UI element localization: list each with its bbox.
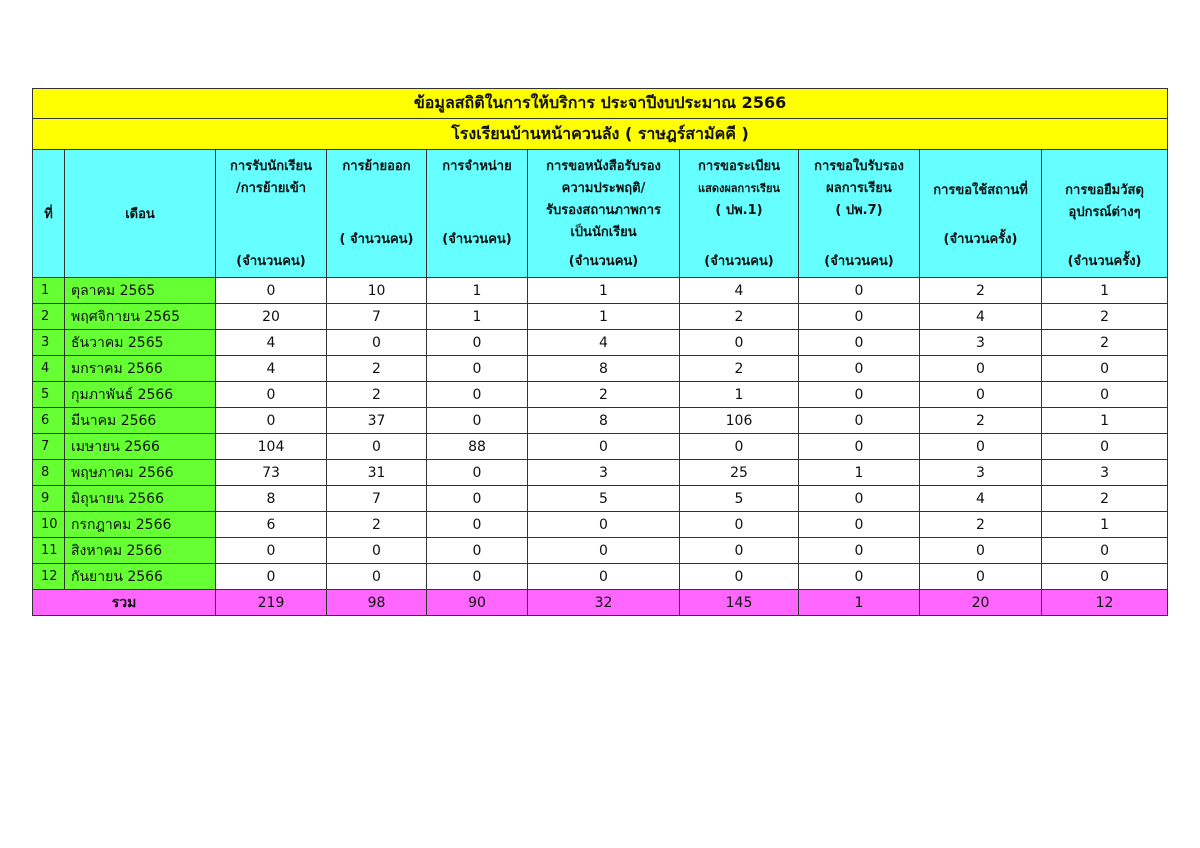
row-value: 0 <box>1042 356 1168 382</box>
row-value: 2 <box>327 512 427 538</box>
row-value: 4 <box>680 278 799 304</box>
row-value: 0 <box>680 512 799 538</box>
row-value: 0 <box>680 564 799 590</box>
row-value: 2 <box>1042 330 1168 356</box>
row-value: 2 <box>680 304 799 330</box>
header-transcript-pp1: การขอระเบียน แสดงผลการเรียน ( ปพ.1) (จำนวนคน) <box>680 150 799 278</box>
row-value: 8 <box>216 486 327 512</box>
row-value: 0 <box>920 356 1042 382</box>
row-value: 106 <box>680 408 799 434</box>
table-row <box>33 434 1168 460</box>
row-value: 0 <box>799 278 920 304</box>
row-value: 4 <box>216 330 327 356</box>
row-month: พฤศจิกายน 2565 <box>65 304 216 330</box>
statistics-table <box>32 88 1168 616</box>
row-value: 8 <box>528 408 680 434</box>
row-value: 1 <box>1042 512 1168 538</box>
header-no: ที่ <box>33 150 65 278</box>
school-name: โรงเรียนบ้านหน้าควนลัง ( ราษฎร์สามัคคี ) <box>33 119 1168 150</box>
row-value: 0 <box>1042 434 1168 460</box>
row-value: 4 <box>920 304 1042 330</box>
row-value: 1 <box>1042 408 1168 434</box>
total-cell: 90 <box>427 590 528 616</box>
row-value: 2 <box>920 512 1042 538</box>
statistics-sheet <box>32 88 1167 616</box>
row-value: 0 <box>799 330 920 356</box>
total-label: รวม <box>33 590 216 616</box>
row-value: 0 <box>799 382 920 408</box>
row-value: 0 <box>1042 564 1168 590</box>
row-value: 0 <box>327 564 427 590</box>
row-number: 1 <box>33 278 65 304</box>
table-row <box>33 330 1168 356</box>
row-value: 0 <box>427 538 528 564</box>
row-value: 0 <box>216 564 327 590</box>
table-row <box>33 460 1168 486</box>
row-value: 0 <box>427 408 528 434</box>
header-certificate-request: การขอหนังสือรับรอง ความประพฤติ/ รับรองสถานภาพการ เป็นนักเรียน (จำนวนคน) <box>528 150 680 278</box>
row-value: 0 <box>528 434 680 460</box>
row-value: 0 <box>920 538 1042 564</box>
row-value: 0 <box>680 330 799 356</box>
row-value: 4 <box>920 486 1042 512</box>
table-row <box>33 304 1168 330</box>
row-value: 0 <box>680 538 799 564</box>
row-number: 2 <box>33 304 65 330</box>
row-month: ตุลาคม 2565 <box>65 278 216 304</box>
row-value: 0 <box>427 564 528 590</box>
row-value: 0 <box>216 538 327 564</box>
row-value: 0 <box>680 434 799 460</box>
row-value: 31 <box>327 460 427 486</box>
row-number: 4 <box>33 356 65 382</box>
row-value: 0 <box>1042 382 1168 408</box>
row-value: 0 <box>799 304 920 330</box>
row-number: 9 <box>33 486 65 512</box>
row-value: 0 <box>216 408 327 434</box>
row-month: มกราคม 2566 <box>65 356 216 382</box>
data-rows <box>33 278 1168 590</box>
table-row <box>33 538 1168 564</box>
row-value: 0 <box>799 408 920 434</box>
row-value: 0 <box>528 538 680 564</box>
row-value: 1 <box>427 278 528 304</box>
row-month: กุมภาพันธ์ 2566 <box>65 382 216 408</box>
row-value: 0 <box>427 330 528 356</box>
row-value: 0 <box>327 538 427 564</box>
row-value: 10 <box>327 278 427 304</box>
row-value: 0 <box>427 512 528 538</box>
row-value: 0 <box>799 564 920 590</box>
row-value: 0 <box>799 434 920 460</box>
row-month: ธันวาคม 2565 <box>65 330 216 356</box>
header-certificate-pp7: การขอใบรับรอง ผลการเรียน ( ปพ.7) (จำนวนคน) <box>799 150 920 278</box>
row-value: 7 <box>327 304 427 330</box>
row-value: 2 <box>680 356 799 382</box>
row-value: 0 <box>427 356 528 382</box>
row-value: 0 <box>427 460 528 486</box>
header-venue-use: การขอใช้สถานที่ (จำนวนครั้ง) <box>920 150 1042 278</box>
row-value: 0 <box>427 382 528 408</box>
table-row <box>33 486 1168 512</box>
total-cell: 20 <box>920 590 1042 616</box>
total-cell: 12 <box>1042 590 1168 616</box>
row-value: 7 <box>327 486 427 512</box>
row-value: 0 <box>920 382 1042 408</box>
row-value: 8 <box>528 356 680 382</box>
row-number: 3 <box>33 330 65 356</box>
total-cell: 98 <box>327 590 427 616</box>
row-number: 5 <box>33 382 65 408</box>
row-number: 11 <box>33 538 65 564</box>
row-value: 0 <box>427 486 528 512</box>
row-month: เมษายน 2566 <box>65 434 216 460</box>
row-value: 1 <box>1042 278 1168 304</box>
total-cell: 1 <box>799 590 920 616</box>
header-dropout: การจำหน่าย (จำนวนคน) <box>427 150 528 278</box>
row-number: 10 <box>33 512 65 538</box>
row-value: 0 <box>1042 538 1168 564</box>
row-value: 5 <box>680 486 799 512</box>
row-value: 73 <box>216 460 327 486</box>
row-value: 0 <box>528 564 680 590</box>
row-value: 0 <box>799 512 920 538</box>
table-row <box>33 278 1168 304</box>
row-value: 3 <box>528 460 680 486</box>
row-value: 6 <box>216 512 327 538</box>
row-month: มิถุนายน 2566 <box>65 486 216 512</box>
row-value: 88 <box>427 434 528 460</box>
row-value: 3 <box>920 460 1042 486</box>
row-value: 0 <box>528 512 680 538</box>
row-value: 20 <box>216 304 327 330</box>
row-value: 3 <box>920 330 1042 356</box>
row-month: สิงหาคม 2566 <box>65 538 216 564</box>
row-value: 0 <box>216 278 327 304</box>
row-month: กันยายน 2566 <box>65 564 216 590</box>
row-value: 1 <box>680 382 799 408</box>
row-value: 25 <box>680 460 799 486</box>
table-row <box>33 382 1168 408</box>
row-value: 1 <box>427 304 528 330</box>
row-value: 0 <box>920 434 1042 460</box>
row-value: 0 <box>799 356 920 382</box>
row-value: 2 <box>528 382 680 408</box>
row-value: 2 <box>1042 486 1168 512</box>
row-value: 0 <box>799 486 920 512</box>
row-value: 4 <box>216 356 327 382</box>
row-value: 0 <box>327 434 427 460</box>
row-number: 8 <box>33 460 65 486</box>
row-value: 5 <box>528 486 680 512</box>
row-value: 1 <box>799 460 920 486</box>
total-cell: 145 <box>680 590 799 616</box>
row-number: 12 <box>33 564 65 590</box>
row-month: กรกฎาคม 2566 <box>65 512 216 538</box>
table-row <box>33 408 1168 434</box>
header-equipment-loan: การขอยืมวัสดุ อุปกรณ์ต่างๆ (จำนวนครั้ง) <box>1042 150 1168 278</box>
table-row <box>33 564 1168 590</box>
row-value: 0 <box>920 564 1042 590</box>
row-value: 37 <box>327 408 427 434</box>
header-row <box>33 150 1168 278</box>
row-value: 2 <box>1042 304 1168 330</box>
row-value: 0 <box>327 330 427 356</box>
total-cell: 32 <box>528 590 680 616</box>
row-value: 3 <box>1042 460 1168 486</box>
header-admission: การรับนักเรียน /การย้ายเข้า (จำนวนคน) <box>216 150 327 278</box>
report-title: ข้อมูลสถิติในการให้บริการ ประจาปีงบประมาณ 2566 <box>33 89 1168 119</box>
row-value: 2 <box>920 408 1042 434</box>
row-number: 7 <box>33 434 65 460</box>
row-month: มีนาคม 2566 <box>65 408 216 434</box>
row-value: 1 <box>528 304 680 330</box>
header-transfer-out: การย้ายออก ( จำนวนคน) <box>327 150 427 278</box>
row-value: 2 <box>327 382 427 408</box>
row-value: 0 <box>216 382 327 408</box>
row-value: 1 <box>528 278 680 304</box>
total-row <box>33 590 1168 616</box>
table-row <box>33 512 1168 538</box>
row-value: 104 <box>216 434 327 460</box>
row-number: 6 <box>33 408 65 434</box>
header-month: เดือน <box>65 150 216 278</box>
row-value: 2 <box>327 356 427 382</box>
row-month: พฤษภาคม 2566 <box>65 460 216 486</box>
row-value: 0 <box>799 538 920 564</box>
table-row <box>33 356 1168 382</box>
total-cell: 219 <box>216 590 327 616</box>
row-value: 4 <box>528 330 680 356</box>
row-value: 2 <box>920 278 1042 304</box>
